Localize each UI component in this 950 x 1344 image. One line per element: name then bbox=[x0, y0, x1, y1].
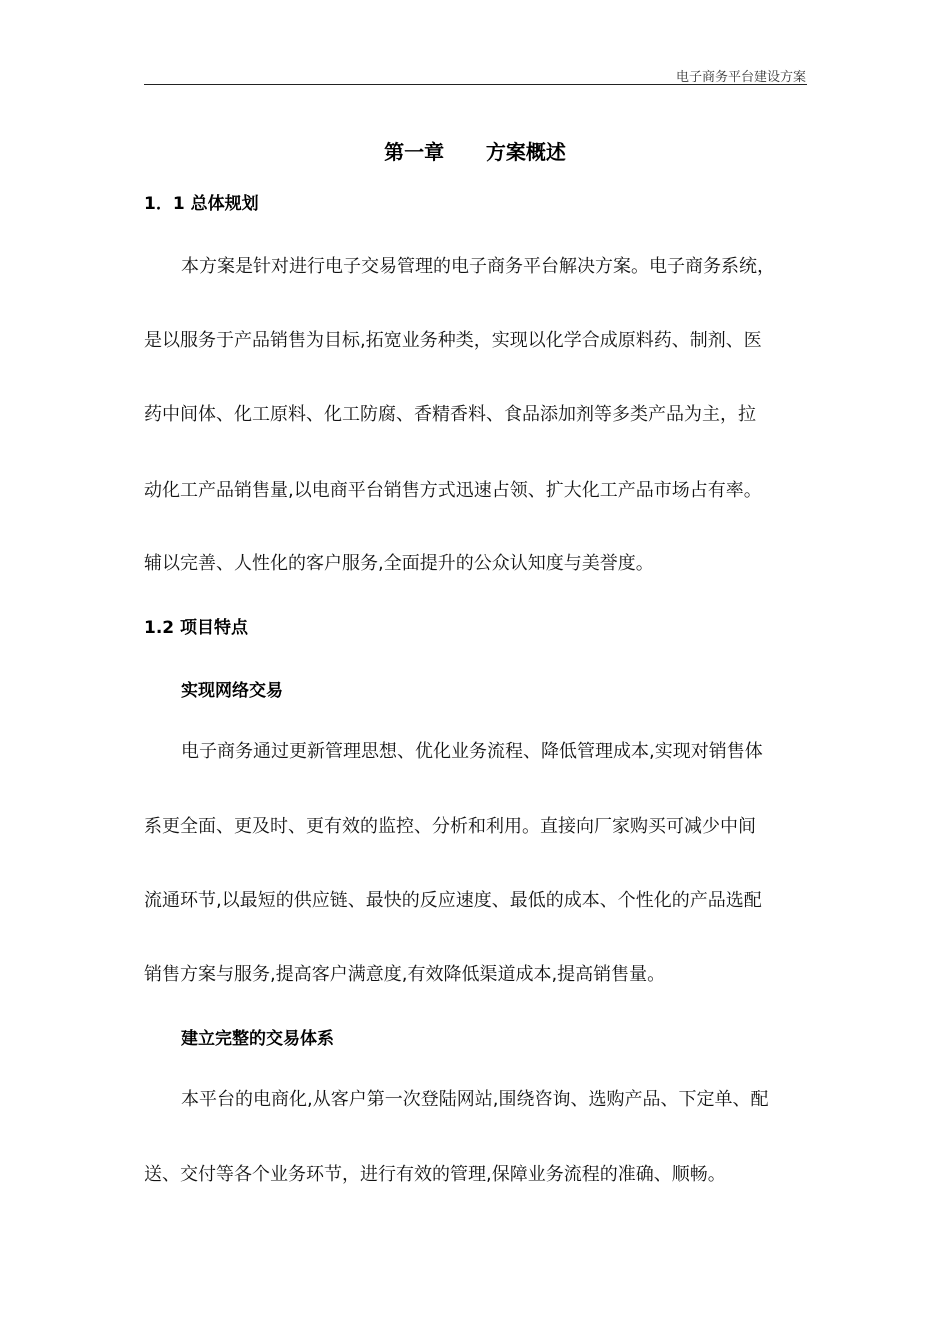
paragraph-line: 动化工产品销售量,以电商平台销售方式迅速占领、扩大化工产品市场占有率。 bbox=[144, 480, 762, 501]
paragraph-line: 本方案是针对进行电子交易管理的电子商务平台解决方案。电子商务系统， bbox=[181, 256, 775, 277]
paragraph-line: 流通环节,以最短的供应链、最快的反应速度、最低的成本、个性化的产品选配 bbox=[144, 890, 762, 911]
paragraph-line: 药中间体、化工原料、化工防腐、香精香料、食品添加剂等多类产品为主，拉 bbox=[144, 404, 756, 425]
chapter-title: 第一章 方案概述 bbox=[384, 140, 566, 164]
feature-heading-network-trade: 实现网络交易 bbox=[181, 681, 283, 701]
paragraph-line: 本平台的电商化,从客户第一次登陆网站,围绕咨询、选购产品、下定单、配 bbox=[181, 1089, 769, 1110]
running-header: 电子商务平台建设方案 bbox=[675, 70, 806, 85]
paragraph-line: 辅以完善、人性化的客户服务,全面提升的公众认知度与美誉度。 bbox=[144, 553, 654, 574]
section-heading-1-1: 1．1 总体规划 bbox=[144, 194, 259, 214]
section-heading-1-2: 1.2 项目特点 bbox=[144, 618, 249, 638]
feature-heading-trade-system: 建立完整的交易体系 bbox=[181, 1029, 334, 1049]
paragraph-line: 电子商务通过更新管理思想、优化业务流程、降低管理成本,实现对销售体 bbox=[181, 741, 763, 762]
paragraph-line: 系更全面、更及时、更有效的监控、分析和利用。直接向厂家购买可减少中间 bbox=[144, 816, 756, 837]
header-divider bbox=[144, 84, 807, 85]
paragraph-line: 销售方案与服务,提高客户满意度,有效降低渠道成本,提高销售量。 bbox=[144, 964, 666, 985]
paragraph-line: 送、交付等各个业务环节，进行有效的管理,保障业务流程的准确、顺畅。 bbox=[144, 1164, 726, 1185]
paragraph-line: 是以服务于产品销售为目标,拓宽业务种类，实现以化学合成原料药、制剂、医 bbox=[144, 330, 762, 351]
